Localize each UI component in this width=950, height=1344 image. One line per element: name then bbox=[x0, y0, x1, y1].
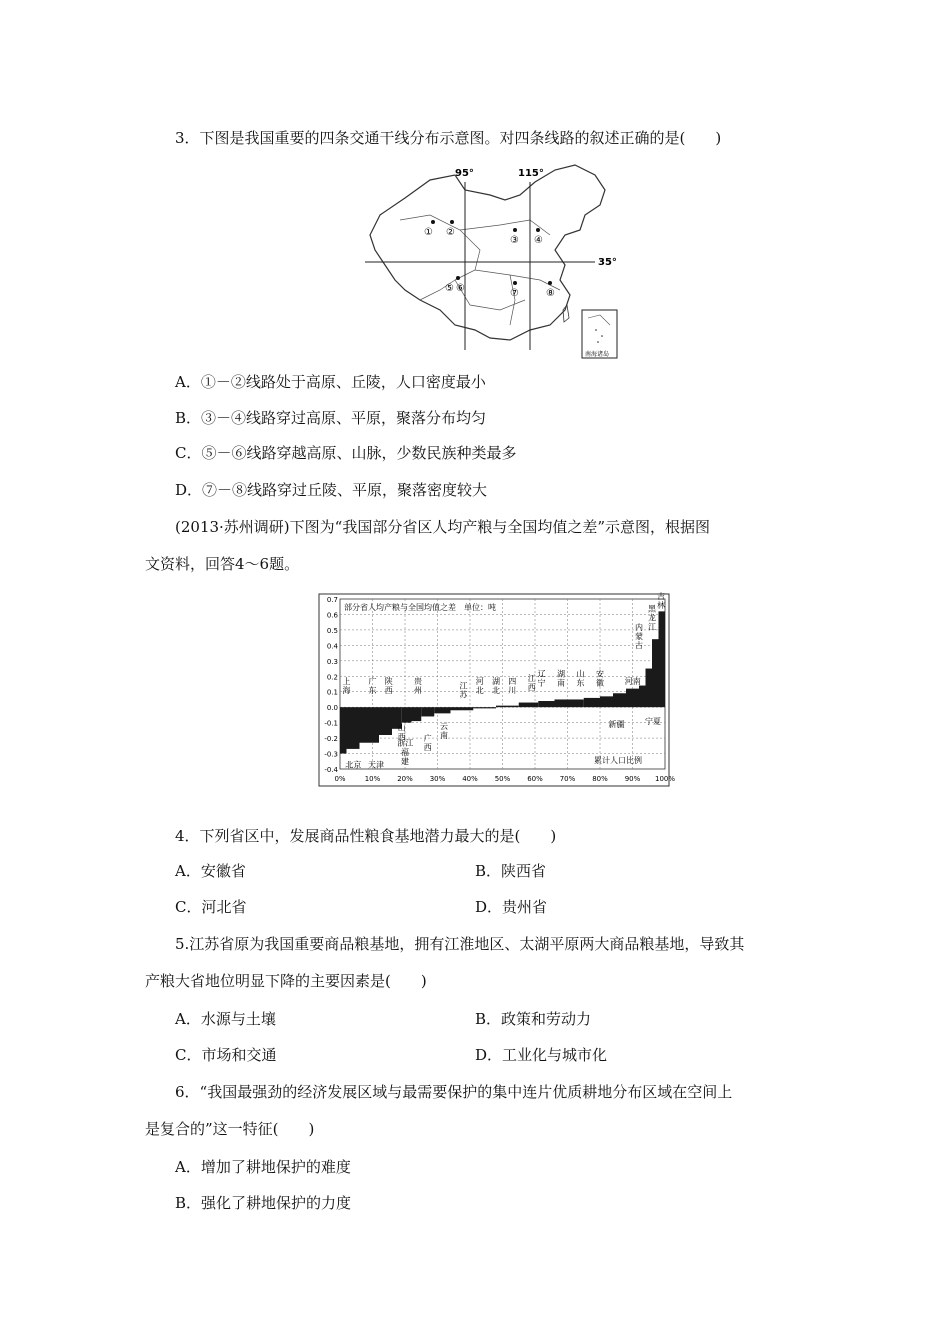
x-tick-label: 10% bbox=[364, 775, 381, 783]
china-outline bbox=[370, 165, 605, 340]
province-label: 湖南 bbox=[557, 669, 565, 688]
chart-bar-18 bbox=[626, 689, 639, 708]
question-4-stem: 4．下列省区中，发展商品性粮食基地潜力最大的是( ) bbox=[175, 827, 557, 845]
province-label: 广西 bbox=[423, 734, 432, 753]
chart-bar-22 bbox=[659, 611, 666, 707]
intro-line-1: (2013·苏州调研)下图为“我国部分省区人均产粮与全国均值之差”示意图，根据图 bbox=[175, 518, 710, 536]
chart-bar-20 bbox=[646, 669, 653, 708]
chart-title: 部分省人均产粮与全国均值之差 单位：吨 bbox=[344, 603, 496, 612]
province-label: 天津 bbox=[368, 760, 384, 770]
chart-bar-16 bbox=[600, 696, 613, 707]
q5-option-b: B．政策和劳动力 bbox=[475, 1010, 592, 1028]
chart-bar-1 bbox=[347, 707, 360, 749]
x-tick-label: 30% bbox=[429, 775, 446, 783]
q5-option-a: A．水源与土壤 bbox=[175, 1010, 276, 1028]
province-label: 山东 bbox=[576, 669, 585, 688]
y-tick-label: 0.3 bbox=[326, 657, 338, 666]
province-label: 内蒙古 bbox=[635, 622, 643, 650]
province-label: 四川 bbox=[508, 677, 517, 695]
x-tick-label: 80% bbox=[592, 775, 608, 783]
x-tick-label: 40% bbox=[462, 775, 478, 783]
q6-option-b: B．强化了耕地保护的力度 bbox=[175, 1194, 352, 1212]
q3-option-d: D．⑦－⑧线路穿过丘陵、平原，聚落密度较大 bbox=[175, 481, 488, 499]
chart-bar-2 bbox=[360, 707, 380, 743]
marker-6: ⑥ bbox=[456, 283, 465, 294]
y-tick-label: 0.7 bbox=[326, 596, 338, 604]
y-tick-label: 0.0 bbox=[326, 704, 338, 713]
province-label: 云南 bbox=[440, 721, 448, 740]
q3-option-c: C．⑤－⑥线路穿越高原、山脉，少数民族种类最多 bbox=[175, 444, 517, 462]
chart-bar-7 bbox=[421, 707, 434, 716]
province-label: 宁夏 bbox=[645, 717, 661, 727]
y-tick-label: 0.4 bbox=[326, 642, 338, 651]
q5-option-d: D．工业化与城市化 bbox=[475, 1046, 608, 1064]
marker-5: ⑤ bbox=[445, 283, 454, 294]
x-tick-label: 70% bbox=[559, 775, 576, 783]
chart-bar-9 bbox=[451, 707, 474, 710]
y-tick-label: 0.1 bbox=[326, 688, 338, 697]
x-tick-label: 90% bbox=[624, 775, 641, 783]
inset-label: 南海诸岛 bbox=[585, 351, 610, 358]
q4-option-c: C．河北省 bbox=[175, 898, 247, 916]
province-label: 福建 bbox=[401, 748, 409, 767]
chart-bar-10 bbox=[473, 707, 496, 708]
y-tick-label: -0.4 bbox=[324, 766, 338, 774]
chart-bar-11 bbox=[496, 706, 519, 708]
chart-bar-3 bbox=[379, 707, 392, 735]
question-5-stem-1: 5.江苏省原为我国重要商品粮基地，拥有江淮地区、太湖平原两大商品粮基地，导致其 bbox=[175, 935, 745, 953]
q6-option-a: A．增加了耕地保护的难度 bbox=[175, 1158, 351, 1176]
x-tick-label: 20% bbox=[397, 775, 413, 783]
marker-1: ① bbox=[424, 227, 433, 238]
q5-option-c: C．市场和交通 bbox=[175, 1046, 277, 1064]
province-label: 江西 bbox=[527, 673, 536, 692]
province-label: 陕西 bbox=[384, 677, 393, 695]
marker-7: ⑦ bbox=[510, 288, 519, 299]
province-label: 上海 bbox=[342, 677, 351, 695]
chart-bar-21 bbox=[652, 639, 659, 707]
y-tick-label: 0.6 bbox=[326, 611, 338, 620]
chart-bar-5 bbox=[402, 707, 412, 722]
province-label: 河北 bbox=[475, 677, 484, 695]
x-tick-label: 100% bbox=[654, 775, 676, 783]
chart-bar-15 bbox=[584, 698, 600, 707]
province-label: 贵州 bbox=[414, 677, 422, 695]
question-6-stem-1: 6．“我国最强劲的经济发展区域与最需要保护的集中连片优质耕地分布区域在空间上 bbox=[175, 1083, 733, 1101]
y-tick-label: 0.5 bbox=[326, 626, 338, 635]
q3-option-b: B．③－④线路穿过高原、平原，聚落分布均匀 bbox=[175, 409, 487, 427]
lon-label-95: 95° bbox=[455, 168, 474, 179]
y-tick-label: -0.1 bbox=[324, 719, 338, 728]
y-tick-label: 0.2 bbox=[326, 673, 338, 682]
y-tick-label: -0.3 bbox=[324, 750, 338, 759]
province-label: 广东 bbox=[368, 677, 377, 695]
province-label: 山西 bbox=[397, 723, 406, 742]
province-label: 江苏 bbox=[459, 681, 468, 700]
marker-3: ③ bbox=[510, 235, 519, 246]
x-tick-label: 50% bbox=[494, 775, 511, 783]
chart-xlabel: 累计人口比例 bbox=[594, 756, 642, 765]
q4-option-a: A．安徽省 bbox=[175, 862, 246, 880]
y-tick-label: -0.2 bbox=[324, 735, 338, 744]
province-label: 北京 bbox=[345, 760, 362, 770]
province-label: 吉林 bbox=[657, 592, 665, 610]
province-label: 辽宁 bbox=[537, 669, 546, 688]
china-transport-map bbox=[360, 160, 630, 365]
chart-bar-19 bbox=[639, 686, 646, 708]
chart-bar-8 bbox=[434, 707, 450, 713]
q4-option-d: D．贵州省 bbox=[475, 898, 548, 916]
chart-bar-6 bbox=[412, 707, 422, 721]
chart-bar-14 bbox=[555, 699, 584, 707]
lat-label-35: 35° bbox=[598, 257, 617, 268]
marker-8: ⑧ bbox=[546, 288, 555, 299]
x-tick-label: 0% bbox=[334, 775, 346, 783]
q4-option-b: B．陕西省 bbox=[475, 862, 547, 880]
marker-4: ④ bbox=[534, 235, 543, 246]
chart-bar-0 bbox=[340, 707, 347, 753]
marker-2: ② bbox=[446, 227, 455, 238]
chart-bar-13 bbox=[538, 701, 554, 707]
province-label: 浙江 bbox=[397, 738, 414, 748]
province-label: 黑龙江 bbox=[648, 604, 656, 632]
province-label: 新疆 bbox=[608, 720, 625, 730]
x-tick-label: 60% bbox=[527, 775, 543, 783]
lon-label-115: 115° bbox=[518, 168, 544, 179]
chart-bar-17 bbox=[613, 693, 626, 707]
intro-line-2: 文资料，回答4～6题。 bbox=[145, 555, 300, 573]
question-6-stem-2: 是复合的”这一特征( ) bbox=[145, 1120, 315, 1138]
grain-difference-chart bbox=[318, 592, 676, 787]
question-3-stem: 3．下图是我国重要的四条交通干线分布示意图。对四条线路的叙述正确的是( ) bbox=[175, 129, 722, 147]
question-5-stem-2: 产粮大省地位明显下降的主要因素是( ) bbox=[145, 972, 427, 990]
chart-bar-12 bbox=[519, 703, 539, 708]
province-label: 河南 bbox=[624, 676, 641, 686]
q3-option-a: A．①－②线路处于高原、丘陵，人口密度最小 bbox=[175, 373, 486, 391]
province-label: 安徽 bbox=[596, 669, 604, 688]
province-label: 湖北 bbox=[492, 677, 500, 695]
